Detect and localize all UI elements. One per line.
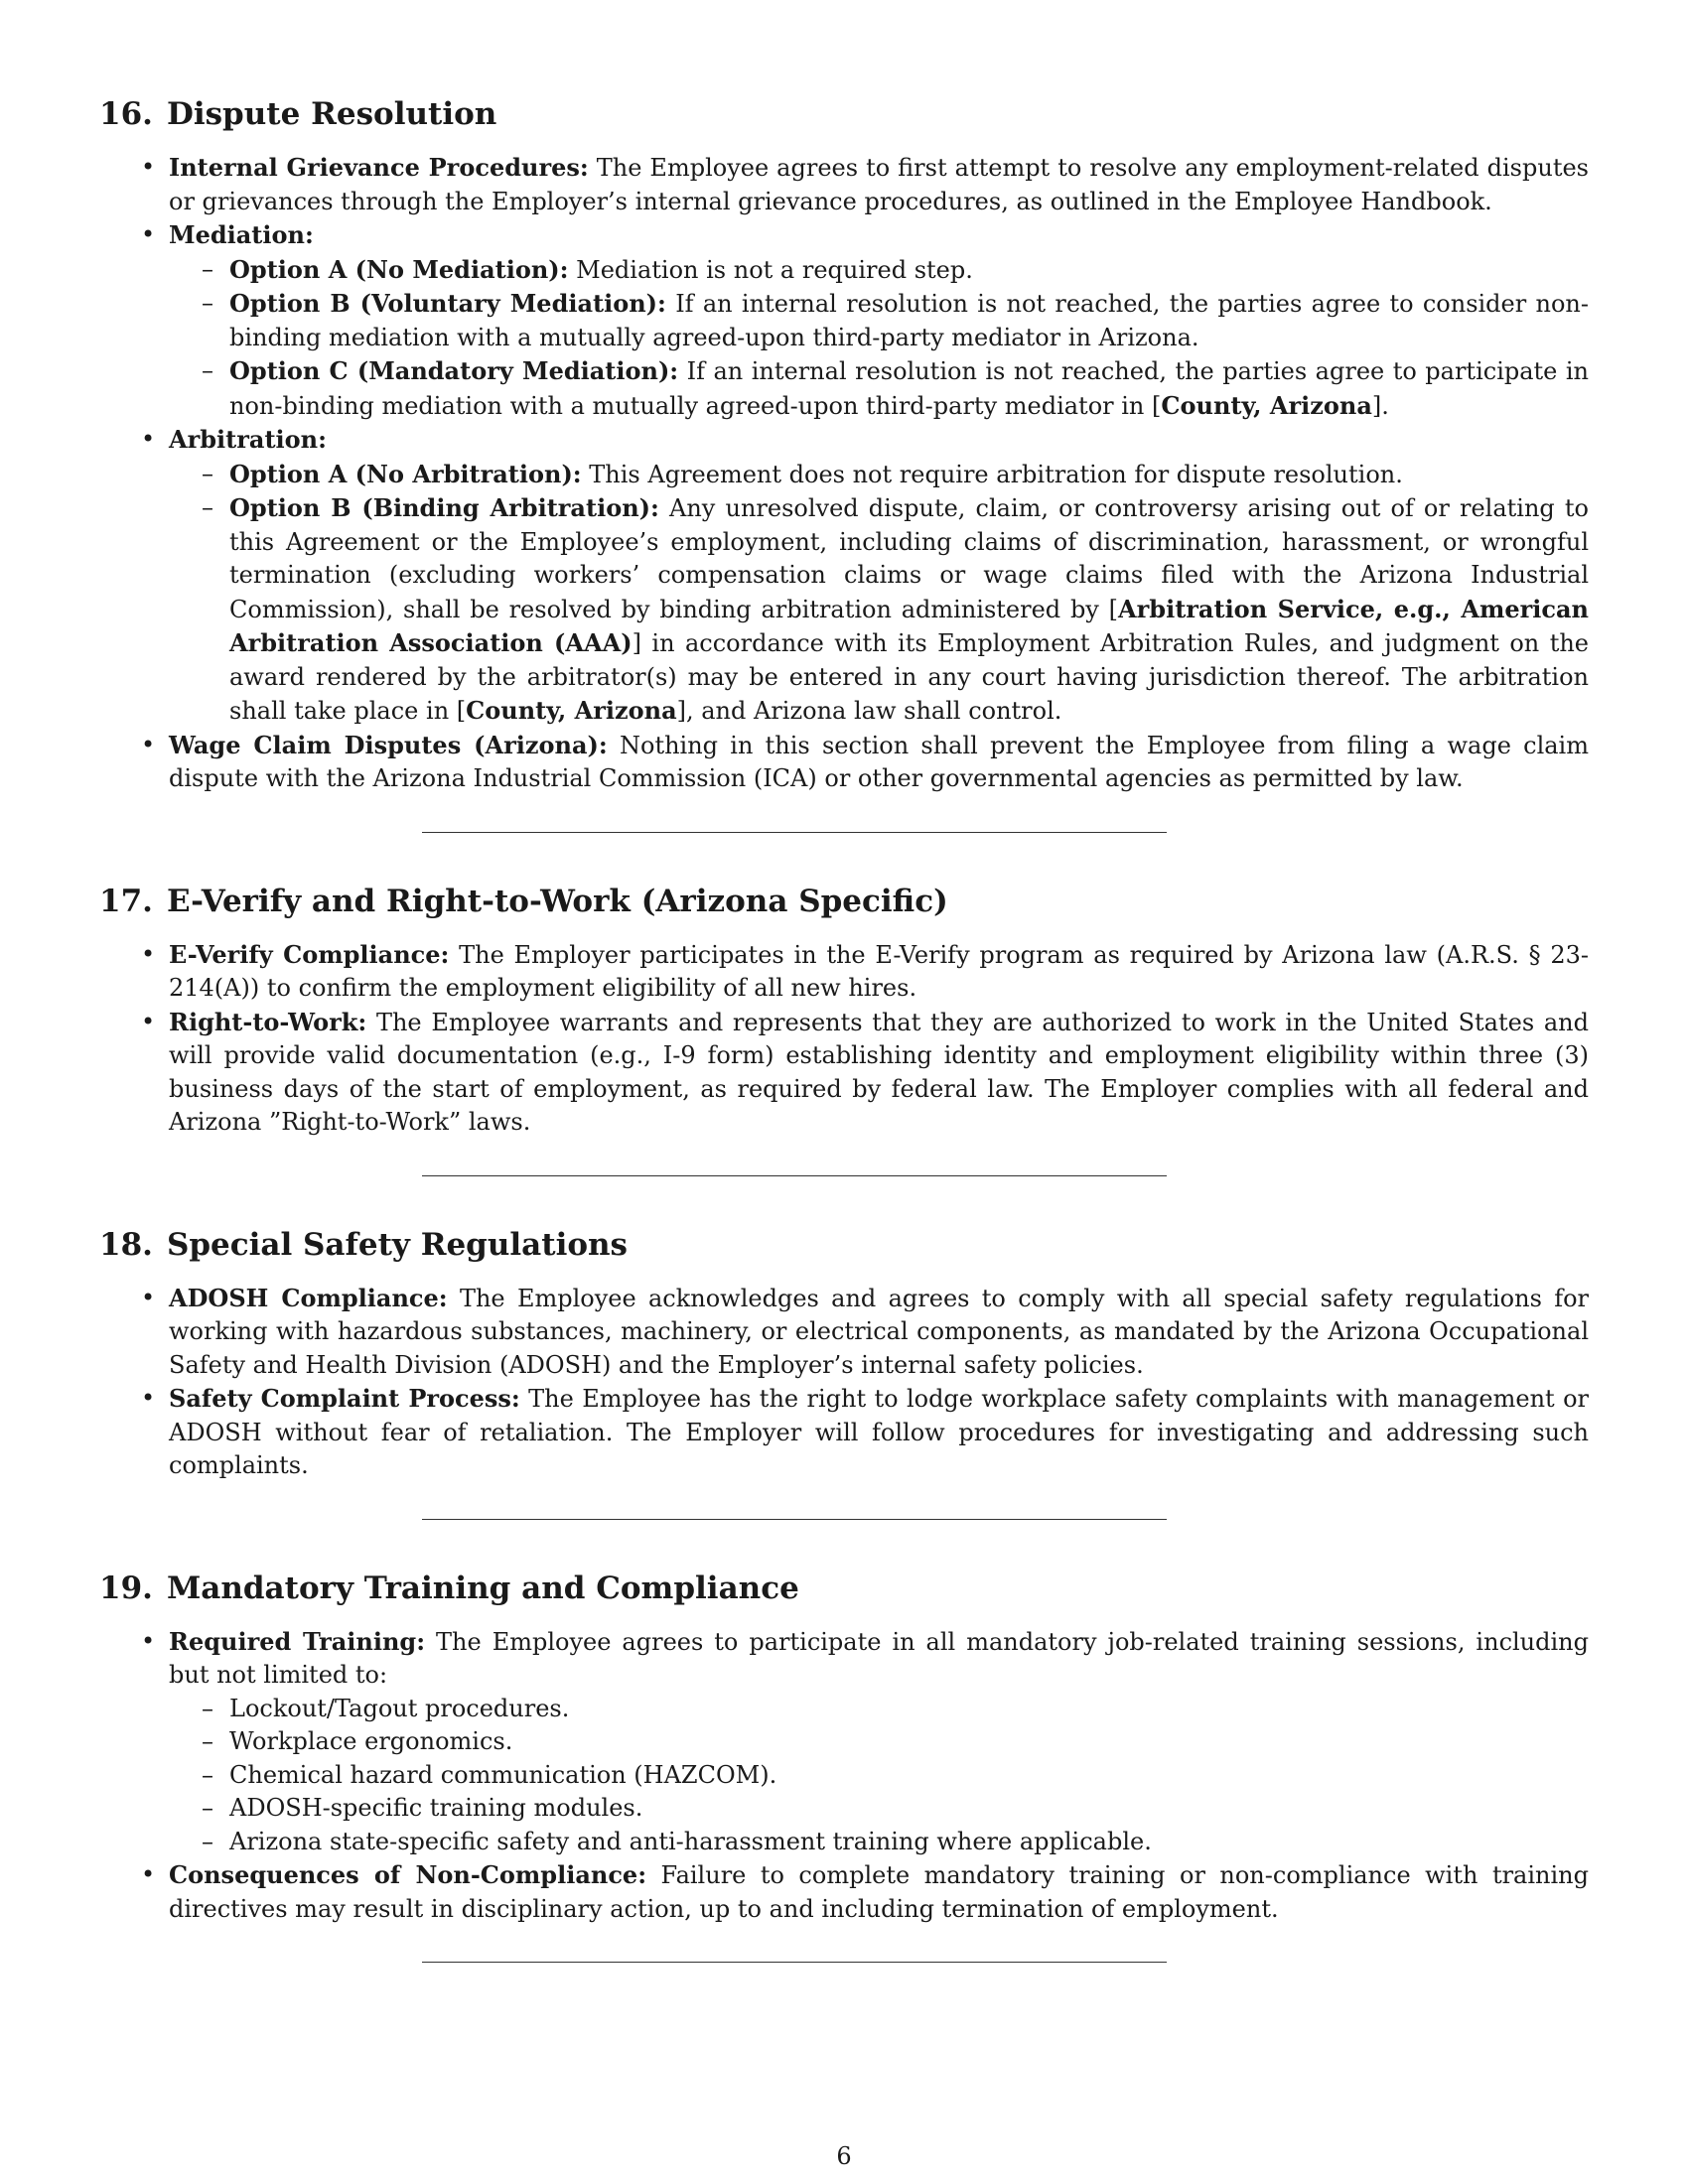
placeholder-field: County, Arizona bbox=[1161, 390, 1372, 420]
section-heading bbox=[99, 93, 1589, 135]
item-label: ADOSH Compliance: bbox=[169, 1283, 448, 1312]
item-text: The Employer participates in the E-Verify program as required by Arizona law (A.R.S. § 23-214(A)) to confirm the employment eligibility of all new hires. bbox=[169, 940, 1589, 1002]
section-number: 16. bbox=[99, 96, 153, 132]
list-item bbox=[169, 1282, 1589, 1383]
sub-list-item bbox=[229, 253, 1589, 288]
section-heading bbox=[99, 881, 1589, 922]
list-item bbox=[169, 938, 1589, 1006]
item-label: Internal Grievance Procedures: bbox=[169, 153, 589, 182]
list-item bbox=[169, 151, 1589, 218]
item-text: This Agreement does not require arbitration for dispute resolution. bbox=[581, 460, 1403, 488]
list-item bbox=[169, 729, 1589, 796]
section-number: 18. bbox=[99, 1226, 153, 1263]
item-text: Nothing in this section shall prevent the Employee from filing a wage claim dispute with the Arizona Industrial Commission (ICA) or other governmental agencies as permitted by law. bbox=[169, 731, 1589, 792]
item-label: Mediation: bbox=[169, 220, 314, 249]
item-label: E-Verify Compliance: bbox=[169, 939, 450, 969]
section-divider bbox=[422, 1175, 1167, 1176]
sub-list-item bbox=[229, 287, 1589, 354]
section-number: 19. bbox=[99, 1570, 153, 1606]
item-text: ]. bbox=[1371, 391, 1389, 420]
sub-list-item: – ADOSH-specific training modules. bbox=[229, 1792, 1589, 1826]
section-heading bbox=[99, 1568, 1589, 1609]
item-label: Option A (No Arbitration): bbox=[229, 459, 582, 488]
item-label: Option A (No Mediation): bbox=[229, 254, 569, 284]
item-label: Option B (Binding Arbitration): bbox=[229, 493, 659, 522]
sub-list bbox=[169, 458, 1589, 729]
section-divider bbox=[422, 832, 1167, 833]
placeholder-field: Arbitration Service, e.g., American Arbitration Association (AAA) bbox=[229, 594, 1590, 657]
item-label: Required Training: bbox=[169, 1626, 426, 1656]
section-title: Mandatory Training and Compliance bbox=[166, 1570, 799, 1606]
item-text: Any unresolved dispute, claim, or controversy arising out of or relating to this Agreement or the Employee’s employment, including claims of discrimination, harassment, or wrongful termination (excluding workers’ compensation claims or wage claims filed with the Arizona Industrial Commission), shall be resolved by binding arbitration administered by [ bbox=[229, 494, 1590, 623]
sub-list-item bbox=[229, 491, 1589, 729]
list-item bbox=[169, 1382, 1589, 1483]
item-label: Safety Complaint Process: bbox=[169, 1384, 520, 1413]
page-number: 6 bbox=[836, 2142, 852, 2170]
item-text: Failure to complete mandatory training or non-compliance with training directives may result in disciplinary action, up to and including termination of employment. bbox=[169, 1861, 1589, 1923]
section-title: Special Safety Regulations bbox=[166, 1226, 629, 1263]
list-item bbox=[169, 423, 1589, 729]
document-page bbox=[99, 93, 1589, 1963]
placeholder-field: County, Arizona bbox=[466, 696, 677, 725]
section-divider bbox=[422, 1962, 1167, 1963]
item-text: The Employee acknowledges and agrees to comply with all special safety regulations for working with hazardous substances, machinery, or electrical components, as mandated by the Arizona Occupational Safety and Health Division (ADOSH) and the Employer’s internal safety policies. bbox=[169, 1284, 1590, 1379]
section-heading bbox=[99, 1224, 1589, 1266]
item-label: Consequences of Non-Compliance: bbox=[169, 1860, 647, 1889]
bullet-list bbox=[99, 938, 1589, 1140]
bullet-list bbox=[99, 1282, 1589, 1483]
item-text: Mediation is not a required step. bbox=[568, 255, 973, 284]
section-title: Dispute Resolution bbox=[166, 96, 497, 132]
section-divider bbox=[422, 1519, 1167, 1520]
sub-list-item bbox=[229, 458, 1589, 492]
sub-list-item: – Chemical hazard communication (HAZCOM). bbox=[229, 1759, 1589, 1793]
item-text: The Employee agrees to participate in all mandatory job-related training sessions, including but not limited to: bbox=[169, 1627, 1590, 1689]
item-label: Arbitration: bbox=[169, 425, 327, 454]
list-item bbox=[169, 1006, 1589, 1140]
sub-list-item: – Workplace ergonomics. bbox=[229, 1725, 1589, 1759]
sub-list bbox=[169, 253, 1589, 424]
list-item bbox=[169, 218, 1589, 423]
section-number: 17. bbox=[99, 883, 153, 919]
sub-list bbox=[169, 1693, 1589, 1859]
item-label: Wage Claim Disputes (Arizona): bbox=[169, 730, 608, 759]
list-item bbox=[169, 1858, 1589, 1926]
bullet-list bbox=[99, 1625, 1589, 1927]
item-text: ], and Arizona law shall control. bbox=[676, 697, 1062, 725]
item-text: The Employee agrees to first attempt to resolve any employment-related disputes or grievances through the Employer’s internal grievance procedures, as outlined in the Employee Handbook. bbox=[169, 154, 1589, 215]
item-label: Option C (Mandatory Mediation): bbox=[229, 356, 679, 385]
sub-list-item: – Arizona state-specific safety and anti-harassment training where applicable. bbox=[229, 1826, 1589, 1859]
bullet-list bbox=[99, 151, 1589, 796]
item-text: The Employee warrants and represents that they are authorized to work in the United States and will provide valid documentation (e.g., I-9 form) establishing identity and employment eligibility within three (3) business days of the start of employment, as required by federal law. The Employer complies with all federal and Arizona ”Right-to-Work” laws. bbox=[169, 1008, 1589, 1136]
sub-list-item bbox=[229, 354, 1589, 423]
sub-list-item: – Lockout/Tagout procedures. bbox=[229, 1693, 1589, 1726]
item-text: ] in accordance with its Employment Arbitration Rules, and judgment on the award rendered by the arbitrator(s) may be entered in any court having jurisdiction thereof. The arbitration shall take place in [ bbox=[229, 629, 1590, 725]
list-item bbox=[169, 1625, 1589, 1859]
item-text: If an internal resolution is not reached, the parties agree to participate in non-binding mediation with a mutually agreed-upon third-party mediator in [ bbox=[229, 357, 1589, 420]
item-label: Right-to-Work: bbox=[169, 1007, 367, 1036]
item-text: If an internal resolution is not reached, the parties agree to consider non-binding mediation with a mutually agreed-upon third-party mediator in Arizona. bbox=[229, 290, 1589, 351]
item-label: Option B (Voluntary Mediation): bbox=[229, 289, 666, 318]
section-title: E-Verify and Right-to-Work (Arizona Specific) bbox=[166, 883, 948, 919]
item-text: The Employee has the right to lodge workplace safety complaints with management or ADOSH without fear of retaliation. The Employer will follow procedures for investigating and addressing such complaints. bbox=[169, 1385, 1589, 1479]
